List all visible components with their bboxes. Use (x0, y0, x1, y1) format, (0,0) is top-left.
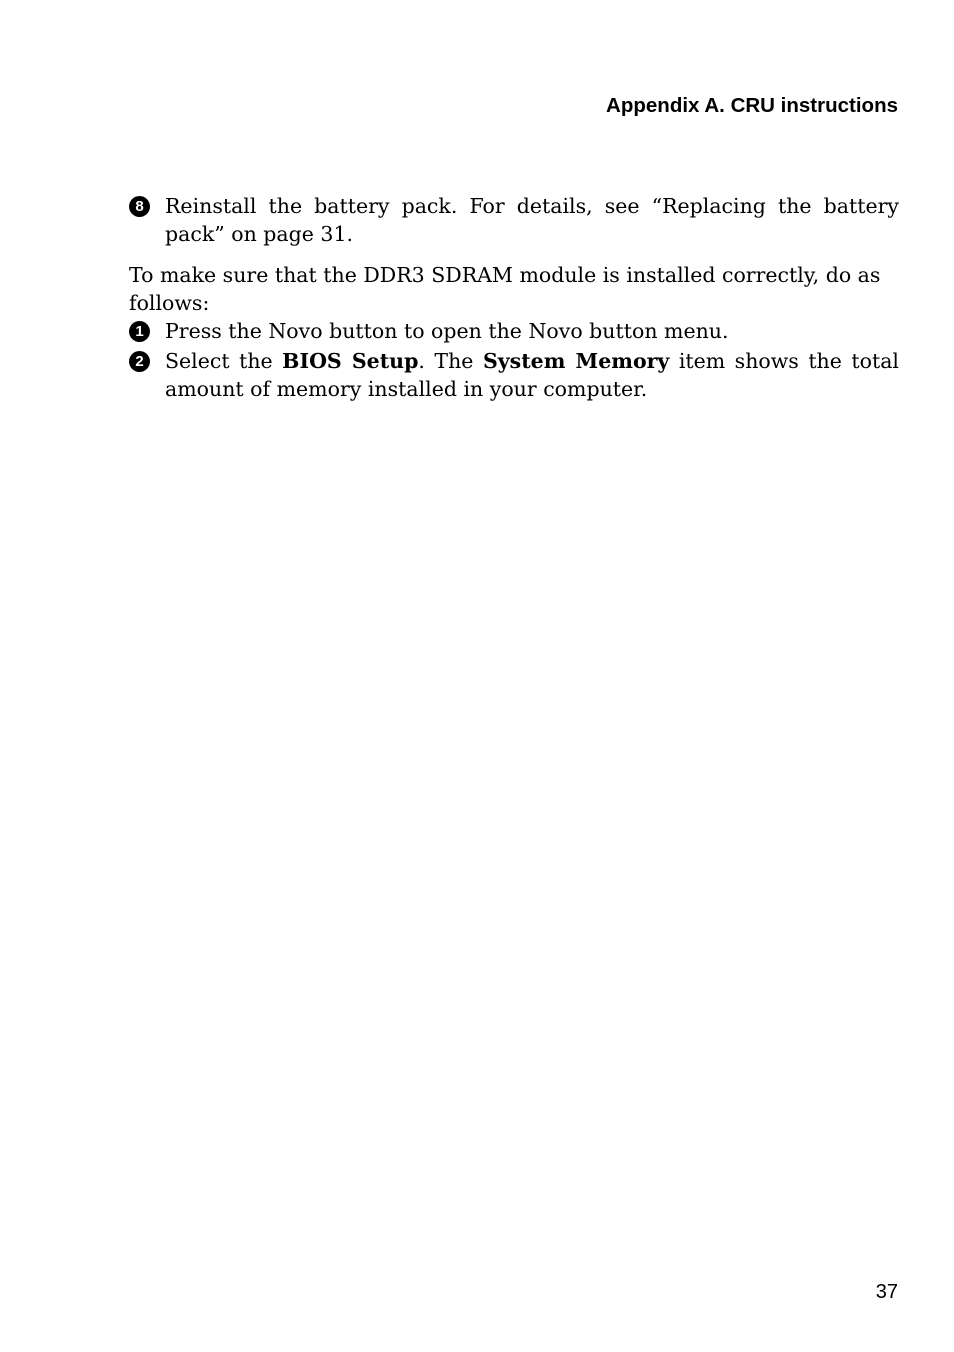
step-1-text: Press the Novo button to open the Novo button menu. (165, 319, 729, 343)
page-number: 37 (875, 1281, 898, 1303)
step-2-text-part-2: . The (418, 349, 483, 373)
system-memory-term: System Memory (482, 349, 670, 373)
step-1 (129, 317, 899, 345)
running-header-title: Appendix A. CRU instructions (606, 94, 898, 117)
step-reinstall-battery (129, 192, 899, 248)
step-2 (129, 347, 899, 403)
page-body (129, 192, 899, 403)
step-number-1-icon: 1 (129, 321, 150, 342)
bios-setup-term: BIOS Setup (282, 349, 419, 373)
step-2-text-part-3: item shows the total amount of memory installed in your computer. (165, 349, 899, 401)
step-number-2-icon: 2 (129, 351, 150, 372)
intro-paragraph: To make sure that the DDR3 SDRAM module is installed correctly, do as follows: (129, 263, 881, 315)
step-reinstall-text: Reinstall the battery pack. For details, see “Replacing the battery pack” on page 31. (165, 194, 899, 246)
step-number-8-icon: 8 (129, 196, 150, 217)
step-2-text-part-1: Select the (165, 349, 283, 373)
